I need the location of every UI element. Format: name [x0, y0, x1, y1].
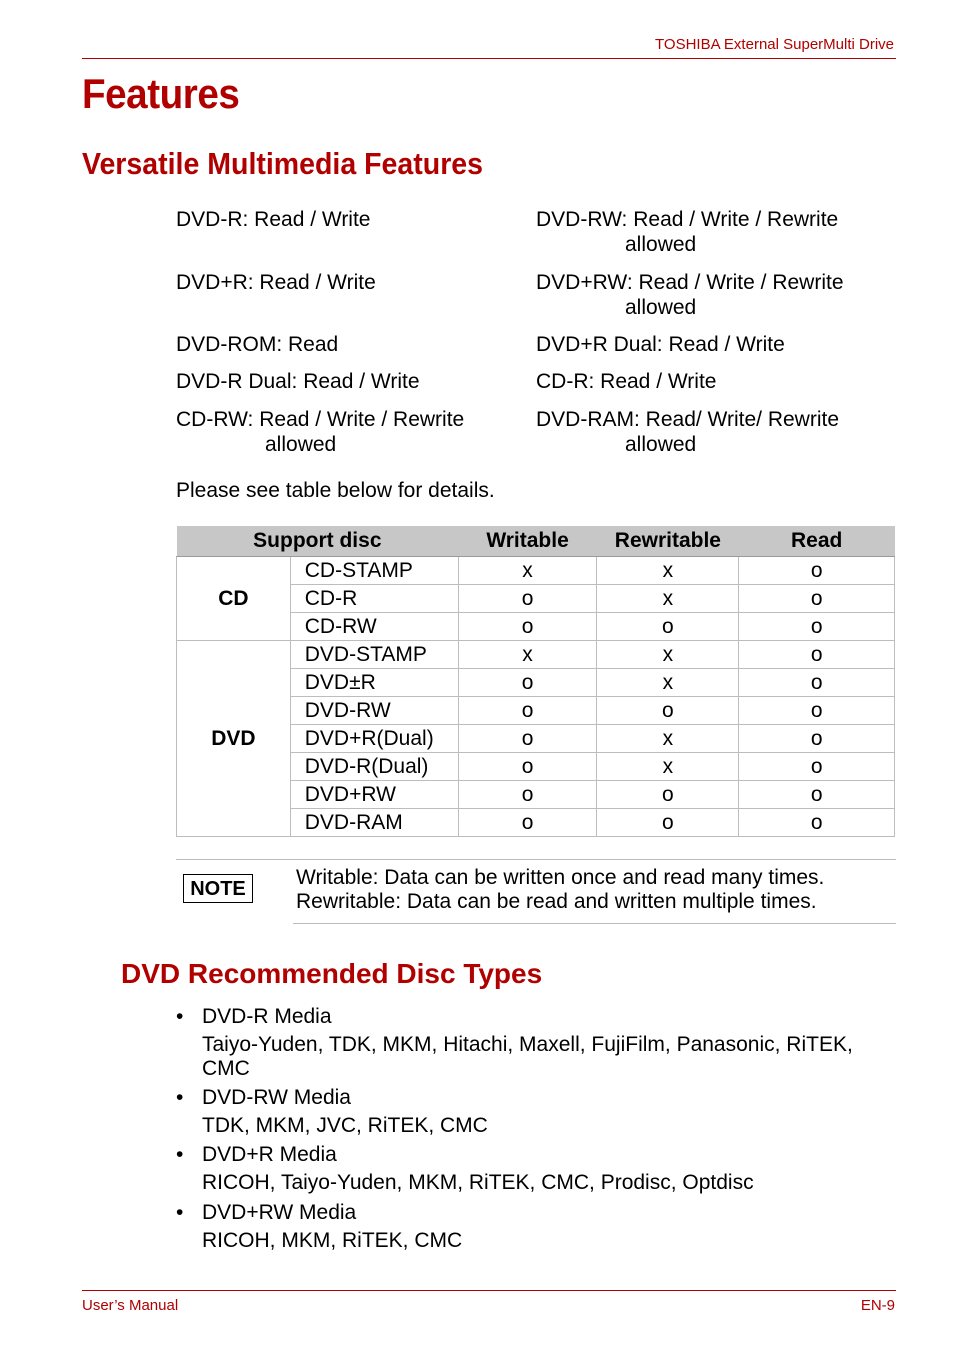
header-rule: [82, 58, 896, 59]
media-vendors: CMC: [202, 1057, 250, 1080]
feature-text: DVD-RAM: Read/ Write/ Rewrite: [536, 408, 840, 431]
page-title: Features: [82, 70, 240, 117]
feature-left-4: [176, 407, 464, 457]
bullet: •: [176, 1005, 184, 1028]
disc-name: CD-STAMP: [290, 557, 458, 585]
feature-left-3: [176, 369, 420, 394]
writable-cell: o: [458, 669, 597, 697]
disc-name: DVD-RW: [290, 697, 458, 725]
rewritable-cell: x: [597, 753, 739, 781]
read-cell: o: [739, 809, 895, 837]
media-name: DVD-RW Media: [202, 1086, 351, 1109]
feature-left-0: [176, 207, 371, 232]
read-cell: o: [739, 725, 895, 753]
read-cell: o: [739, 669, 895, 697]
writable-cell: x: [458, 557, 597, 585]
header-read: Read: [739, 526, 895, 557]
rewritable-cell: o: [597, 781, 739, 809]
disc-name: DVD±R: [290, 669, 458, 697]
read-cell: o: [739, 557, 895, 585]
feature-right-0: [536, 207, 838, 257]
table-row: [177, 641, 895, 669]
media-name: DVD-R Media: [202, 1005, 332, 1028]
disc-name: DVD-STAMP: [290, 641, 458, 669]
disc-name: DVD-R(Dual): [290, 753, 458, 781]
feature-text: DVD+R Dual: Read / Write: [536, 333, 785, 356]
feature-text: DVD-RW: Read / Write / Rewrite: [536, 208, 839, 231]
rewritable-cell: o: [597, 809, 739, 837]
footer-manual-label: User’s Manual: [82, 1297, 179, 1314]
disc-name: DVD-RAM: [290, 809, 458, 837]
feature-continuation: allowed: [625, 296, 697, 319]
header-writable: Writable: [458, 526, 597, 557]
feature-text: DVD+R: Read / Write: [176, 271, 376, 294]
rewritable-cell: x: [597, 641, 739, 669]
disc-name: CD-RW: [290, 613, 458, 641]
note-top-rule: [176, 859, 896, 860]
writable-cell: x: [458, 641, 597, 669]
recommended-title: DVD Recommended Disc Types: [121, 958, 543, 989]
feature-text: DVD-R: Read / Write: [176, 208, 371, 231]
rewritable-cell: x: [597, 669, 739, 697]
media-name: DVD+R Media: [202, 1143, 337, 1166]
feature-text: CD-RW: Read / Write / Rewrite: [176, 408, 465, 431]
writable-cell: o: [458, 725, 597, 753]
feature-continuation: allowed: [625, 433, 697, 456]
table-row: [177, 557, 895, 585]
feature-right-4: [536, 407, 839, 457]
media-name: DVD+RW Media: [202, 1201, 357, 1224]
writable-cell: o: [458, 697, 597, 725]
media-vendors: Taiyo-Yuden, TDK, MKM, Hitachi, Maxell, FujiFilm, Panasonic, RiTEK,: [202, 1033, 853, 1056]
table-header-row: [177, 526, 895, 557]
note-line-writable: Writable: Data can be written once and read many times.: [296, 866, 825, 889]
group-cd: CD: [177, 557, 291, 641]
bullet: •: [176, 1201, 184, 1224]
feature-left-2: [176, 332, 338, 357]
rewritable-cell: o: [597, 613, 739, 641]
note-line-rewritable: Rewritable: Data can be read and written multiple times.: [296, 890, 817, 913]
disc-name: CD-R: [290, 585, 458, 613]
rewritable-cell: x: [597, 557, 739, 585]
support-disc-table: [176, 526, 895, 837]
media-vendors: TDK, MKM, JVC, RiTEK, CMC: [202, 1114, 488, 1137]
feature-left-1: [176, 270, 376, 295]
read-cell: o: [739, 753, 895, 781]
feature-text: DVD-R Dual: Read / Write: [176, 370, 420, 393]
header-rewritable: Rewritable: [597, 526, 739, 557]
feature-continuation: allowed: [265, 433, 337, 456]
feature-text: DVD+RW: Read / Write / Rewrite: [536, 271, 844, 294]
header-support-disc: Support disc: [177, 526, 459, 557]
writable-cell: o: [458, 585, 597, 613]
see-table-text: Please see table below for details.: [176, 479, 495, 502]
footer-rule: [82, 1290, 896, 1291]
media-vendors: RICOH, MKM, RiTEK, CMC: [202, 1229, 463, 1252]
read-cell: o: [739, 585, 895, 613]
disc-name: DVD+R(Dual): [290, 725, 458, 753]
page-header-text: TOSHIBA External SuperMulti Drive: [655, 36, 894, 53]
writable-cell: o: [458, 613, 597, 641]
bullet: •: [176, 1143, 184, 1166]
section-title: Versatile Multimedia Features: [82, 146, 484, 181]
read-cell: o: [739, 613, 895, 641]
feature-text: DVD-ROM: Read: [176, 333, 339, 356]
feature-text: CD-R: Read / Write: [536, 370, 717, 393]
writable-cell: o: [458, 753, 597, 781]
writable-cell: o: [458, 809, 597, 837]
rewritable-cell: o: [597, 697, 739, 725]
bullet: •: [176, 1086, 184, 1109]
feature-right-3: [536, 369, 716, 394]
disc-name: DVD+RW: [290, 781, 458, 809]
feature-continuation: allowed: [625, 233, 697, 256]
page-number: EN-9: [860, 1297, 895, 1314]
feature-right-2: [536, 332, 785, 357]
media-vendors: RICOH, Taiyo-Yuden, MKM, RiTEK, CMC, Prodisc, Optdisc: [202, 1171, 754, 1194]
note-bottom-rule: [293, 923, 896, 924]
read-cell: o: [739, 641, 895, 669]
read-cell: o: [739, 781, 895, 809]
note-badge: NOTE: [183, 874, 253, 903]
rewritable-cell: x: [597, 585, 739, 613]
feature-right-1: [536, 270, 844, 320]
writable-cell: o: [458, 781, 597, 809]
group-dvd: DVD: [177, 641, 291, 837]
read-cell: o: [739, 697, 895, 725]
rewritable-cell: x: [597, 725, 739, 753]
